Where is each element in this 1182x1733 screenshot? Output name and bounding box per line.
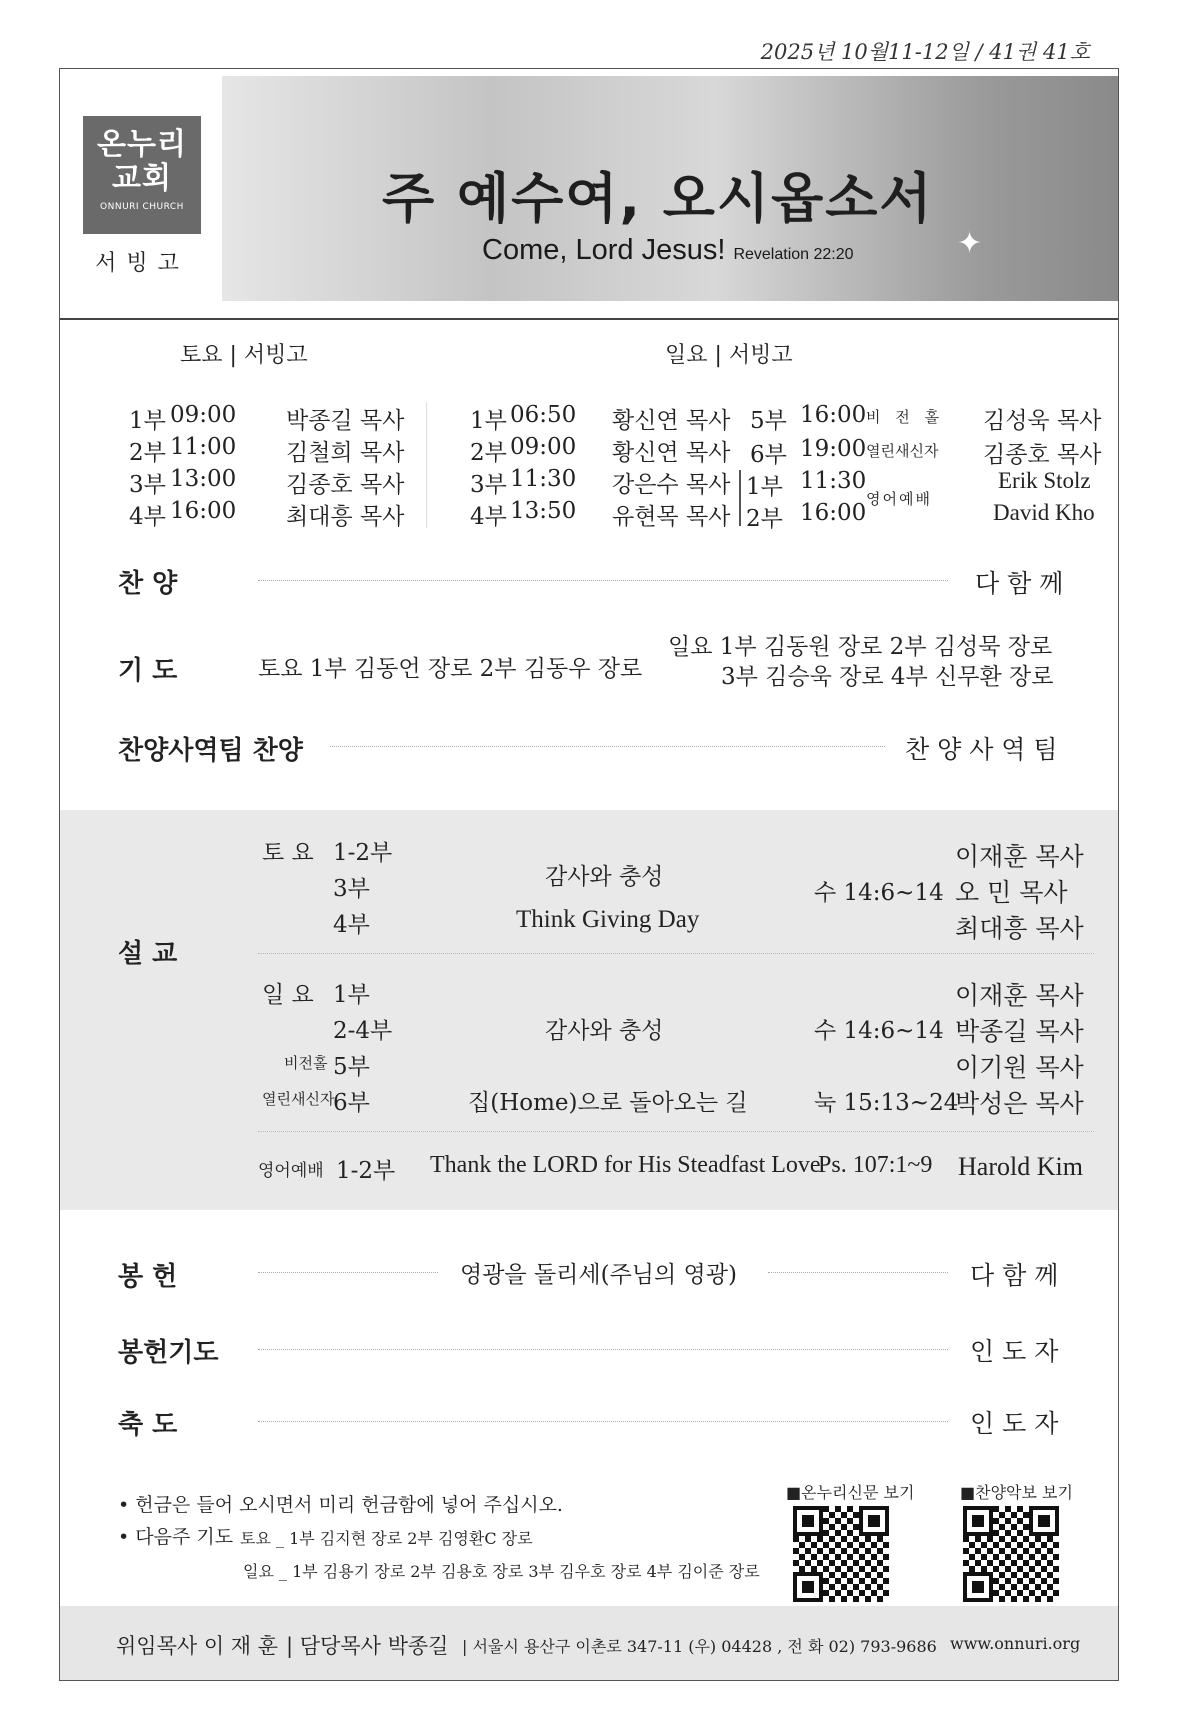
sun-time: 11:30 — [510, 466, 577, 492]
extra-note: 영어예배 — [866, 490, 932, 508]
sermon-sun-note: 비전홀 — [284, 1054, 328, 1072]
logo-text-3: ONNURI CHURCH — [100, 202, 184, 212]
sermon-sun-service: 2-4부 — [333, 1018, 393, 1044]
notice-next-prayer-label: • 다음주 기도 — [118, 1526, 234, 1548]
sermon-sun-title-2: 집(Home)으로 돌아오는 길 — [468, 1090, 748, 1116]
offering-song: 영광을 돌리세(주님의 영광) — [460, 1262, 737, 1288]
sermon-sat-service: 3부 — [333, 876, 370, 902]
sun-time: 06:50 — [510, 402, 577, 428]
banner-reference: Revelation 22:20 — [733, 246, 854, 263]
sparkle-icon: ✦ — [957, 226, 983, 261]
offering-prayer-line — [258, 1349, 948, 1350]
sermon-sun-pastor: 박종길 목사 — [955, 1017, 1084, 1046]
church-address: | 서울시 용산구 이촌로 347-11 (우) 04428 , 전 화 02) 793-9686 — [462, 1637, 937, 1656]
issue-date: 2025년 10월11-12일 / 41권 41호 — [760, 40, 1090, 64]
sermon-sun-service: 6부 — [333, 1090, 370, 1116]
sun-pastor: 강은수 목사 — [612, 472, 731, 498]
sermon-sun-service: 1부 — [333, 982, 370, 1008]
extra-pastor: 김종호 목사 — [983, 442, 1102, 468]
offering-line-left — [258, 1272, 438, 1273]
logo-text-2: 교회 — [112, 161, 172, 196]
sun-time: 13:50 — [510, 498, 577, 524]
sermon-sun-service: 5부 — [333, 1054, 370, 1080]
church-website[interactable]: www.onnuri.org — [950, 1634, 1081, 1653]
benediction-leader: 인 도 자 — [970, 1409, 1059, 1438]
senior-pastor: 위임목사 이 재 훈 — [116, 1634, 279, 1658]
notice-next-prayer-sat: 토요 _ 1부 김지현 장로 2부 김영환C 장로 — [240, 1529, 533, 1548]
prayer-label: 기 도 — [118, 656, 178, 686]
prayer-sunday-1: 일요 1부 김동원 장로 2부 김성묵 장로 — [668, 634, 1053, 660]
sun-pastor: 황신연 목사 — [612, 440, 731, 466]
sat-pastor: 김철희 목사 — [286, 440, 405, 466]
benediction-label: 축 도 — [118, 1410, 178, 1440]
sermon-sat-pastor: 오 민 목사 — [955, 878, 1068, 907]
banner-title: 주 예수여, 오시옵소서 — [382, 167, 934, 230]
notice-next-prayer-sun: 일요 _ 1부 김용기 장로 2부 김용호 장로 3부 김우호 장로 4부 김이준 장로 — [243, 1562, 760, 1581]
sermon-english-service: 1-2부 — [336, 1158, 396, 1184]
sun-pastor: 황신연 목사 — [612, 408, 731, 434]
sermon-sat-pastor: 이재훈 목사 — [955, 842, 1084, 871]
choir-leader-line — [330, 746, 885, 747]
praise-leader-line — [258, 580, 948, 581]
sat-time: 09:00 — [170, 402, 237, 428]
offering-label: 봉 헌 — [118, 1262, 178, 1292]
sat-pastor: 박종길 목사 — [286, 408, 405, 434]
offering-prayer-label: 봉헌기도 — [118, 1338, 219, 1368]
sat-service: 3부 — [129, 472, 166, 498]
sermon-divider — [258, 1131, 1094, 1132]
sermon-sat-service: 4부 — [333, 912, 370, 938]
offering-line-right — [768, 1272, 948, 1273]
sermon-english-pastor: Harold Kim — [958, 1152, 1083, 1181]
english-bracket — [739, 470, 741, 526]
extra-pastor: David Kho — [993, 500, 1095, 525]
sun-service: 2부 — [470, 440, 507, 466]
banner-subtitle — [482, 234, 854, 267]
extra-time: 19:00 — [800, 436, 867, 462]
title-banner — [222, 76, 1118, 301]
sermon-sun-scripture: 수 14:6~14 — [814, 1018, 944, 1044]
sermon-sat-day: 토 요 — [262, 840, 314, 866]
sermon-english-title: Thank the LORD for His Steadfast Love — [430, 1152, 821, 1178]
sun-service: 3부 — [470, 472, 507, 498]
prayer-saturday: 토요 1부 김동언 장로 2부 김동우 장로 — [258, 656, 643, 682]
sermon-label: 설 교 — [118, 939, 178, 969]
sat-time: 11:00 — [170, 434, 237, 460]
sermon-sun-note: 열린새신자 — [262, 1090, 335, 1108]
choir-label: 찬양사역팀 찬양 — [118, 736, 303, 766]
sun-pastor: 유현목 목사 — [612, 504, 731, 530]
sat-service: 1부 — [129, 408, 166, 434]
sun-time: 09:00 — [510, 434, 577, 460]
praise-label: 찬 양 — [118, 569, 178, 599]
extra-time: 16:00 — [800, 500, 867, 526]
extra-time: 16:00 — [800, 402, 867, 428]
praise-leader: 다 함 께 — [975, 569, 1064, 598]
qr-newspaper-icon[interactable] — [793, 1506, 889, 1602]
sermon-sun-day: 일 요 — [262, 982, 314, 1008]
extra-service: 1부 — [746, 474, 783, 500]
sermon-divider — [258, 953, 1094, 954]
sun-service: 4부 — [470, 504, 507, 530]
sat-service: 2부 — [129, 440, 166, 466]
sermon-sat-scripture: 수 14:6~14 — [814, 880, 944, 906]
sermon-sun-pastor: 이재훈 목사 — [955, 981, 1084, 1010]
extra-service: 2부 — [746, 506, 783, 532]
sermon-sun-pastor: 박성은 목사 — [955, 1089, 1084, 1118]
sat-time: 13:00 — [170, 466, 237, 492]
sunday-header: 일요 | 서빙고 — [665, 343, 793, 368]
venue-label: 서빙고 — [95, 251, 189, 276]
church-logo — [83, 116, 201, 234]
sermon-english-scripture: Ps. 107:1~9 — [818, 1152, 933, 1178]
sat-time: 16:00 — [170, 498, 237, 524]
extra-service: 6부 — [750, 442, 787, 468]
sermon-english-label: 영어예배 — [258, 1161, 324, 1181]
offering-leader: 다 함 께 — [970, 1261, 1059, 1290]
banner-subtitle-text: Come, Lord Jesus! — [482, 234, 726, 266]
sun-service: 1부 — [470, 408, 507, 434]
notice-offering: • 헌금은 들어 오시면서 미리 헌금함에 넣어 주십시오. — [118, 1494, 563, 1516]
extra-time: 11:30 — [800, 468, 867, 494]
extra-pastor: Erik Stolz — [998, 468, 1091, 493]
benediction-line — [258, 1421, 948, 1422]
qr-music-icon[interactable] — [963, 1506, 1059, 1602]
extra-pastor: 김성욱 목사 — [983, 408, 1102, 434]
extra-note: 비 전 홀 — [866, 408, 945, 426]
sermon-sat-title: 감사와 충성 — [545, 864, 664, 890]
sermon-sat-pastor: 최대흥 목사 — [955, 914, 1084, 943]
choir-leader: 찬 양 사 역 팀 — [905, 735, 1058, 764]
sermon-sun-title: 감사와 충성 — [545, 1018, 664, 1044]
saturday-header: 토요 | 서빙고 — [180, 343, 308, 368]
pastor-in-charge: | 담당목사 박종길 — [286, 1634, 449, 1658]
schedule-divider — [426, 402, 427, 528]
extra-note: 열린새신자 — [866, 442, 939, 460]
sat-pastor: 최대흥 목사 — [286, 504, 405, 530]
extra-service: 5부 — [750, 408, 787, 434]
prayer-sunday-2: 3부 김승욱 장로 4부 신무환 장로 — [721, 664, 1054, 690]
logo-text-1: 온누리 — [97, 127, 187, 162]
sermon-sun-scripture: 눅 15:13~24 — [814, 1090, 959, 1116]
sermon-sat-service: 1-2부 — [333, 840, 393, 866]
qr-music-label: ■찬양악보 보기 — [960, 1483, 1073, 1502]
qr-newspaper-label: ■온누리신문 보기 — [786, 1483, 915, 1502]
offering-prayer-leader: 인 도 자 — [970, 1337, 1059, 1366]
sat-service: 4부 — [129, 504, 166, 530]
sat-pastor: 김종호 목사 — [286, 472, 405, 498]
sermon-sat-title-en: Think Giving Day — [516, 906, 700, 933]
header-divider — [60, 318, 1118, 320]
sermon-sun-pastor: 이기원 목사 — [955, 1053, 1084, 1082]
